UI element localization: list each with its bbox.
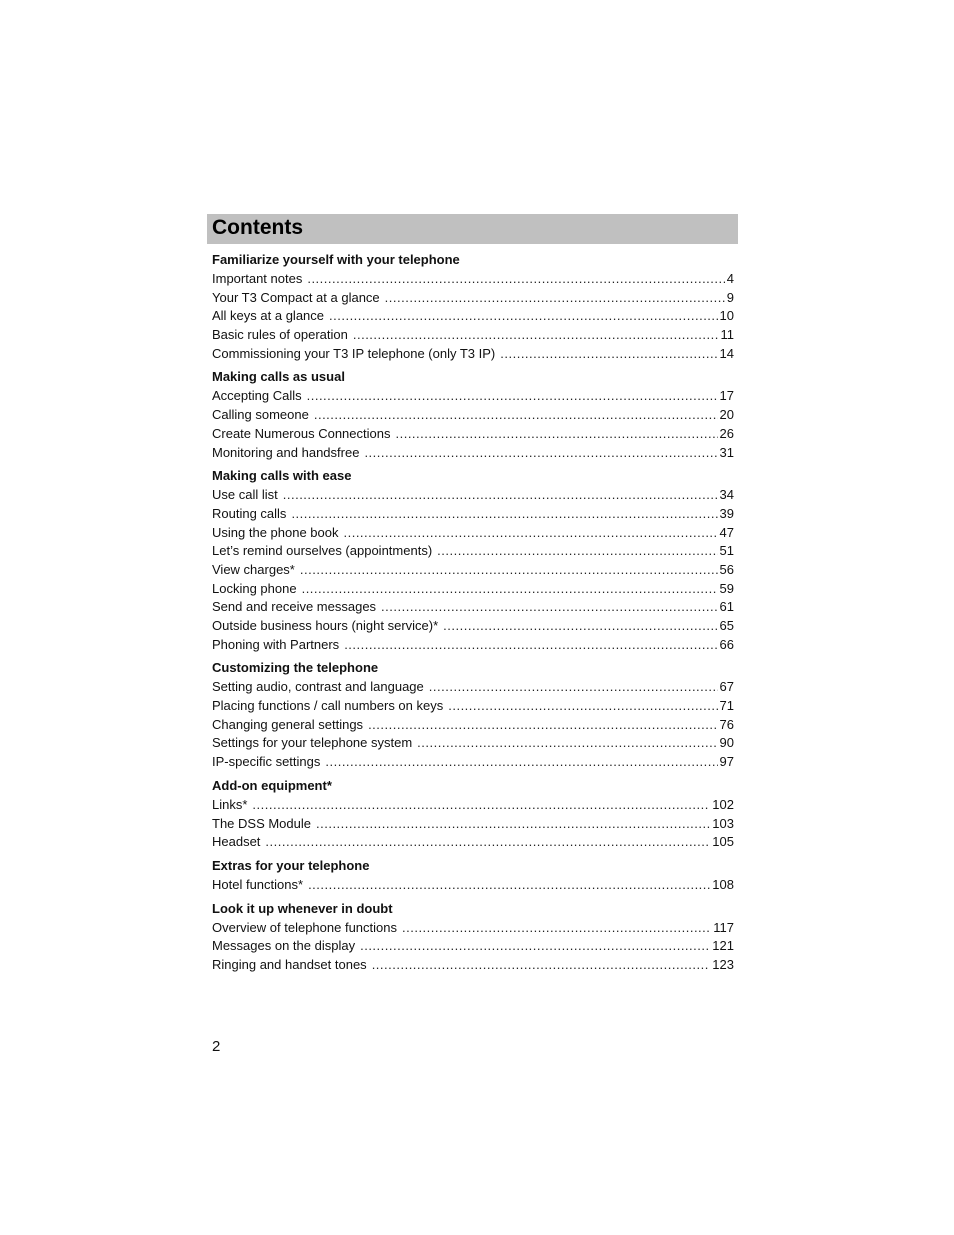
toc-entry [212, 289, 734, 308]
toc-entry [212, 307, 734, 326]
dot-leader [448, 697, 717, 716]
toc-section [212, 250, 734, 363]
toc-entry-page: 97 [719, 754, 734, 770]
toc-entry-page: 71 [719, 698, 734, 714]
dot-leader [372, 956, 711, 975]
dot-leader [429, 678, 718, 697]
toc-entry [212, 937, 734, 956]
section-heading: Add-on equipment* [212, 777, 332, 793]
toc-entry-label: Let’s remind ourselves (appointments) [212, 543, 433, 559]
toc-entry-page: 4 [726, 271, 734, 286]
toc-entry-page: 59 [719, 580, 734, 596]
toc-entry [212, 542, 734, 561]
toc-entry-label: Use call list [212, 487, 278, 503]
contents-title-bar [207, 214, 738, 244]
toc-entry-label: View charges* [212, 561, 295, 577]
dot-leader [395, 425, 717, 444]
toc-entry [212, 697, 734, 716]
toc-entry-page: 102 [712, 796, 734, 812]
toc-entry-page: 34 [719, 487, 734, 503]
toc-section [212, 367, 734, 462]
toc-entry-page: 14 [719, 345, 734, 361]
toc-entry [212, 753, 734, 772]
toc-entry [212, 716, 734, 735]
page-title: Contents [212, 216, 303, 239]
toc-entry [212, 678, 734, 697]
toc-entry-label: Important notes [212, 271, 303, 286]
toc-entry-page: 61 [719, 599, 734, 615]
toc-entry-page: 56 [719, 561, 734, 577]
dot-leader [417, 734, 717, 753]
toc-entry-label: Accepting Calls [212, 388, 302, 404]
toc-entry-label: Settings for your telephone system [212, 735, 413, 751]
toc-entry [212, 956, 734, 975]
toc-entry-page: 65 [719, 618, 734, 633]
toc-entry [212, 387, 734, 406]
table-of-contents [212, 250, 734, 979]
toc-entry [212, 876, 734, 895]
toc-entry [212, 345, 734, 364]
toc-entry-page: 47 [719, 524, 734, 540]
toc-entry [212, 561, 734, 580]
toc-entry-page: 117 [713, 919, 734, 935]
toc-entry-page: 9 [726, 289, 734, 305]
toc-entry [212, 734, 734, 753]
toc-entry-label: Outside business hours (night service)* [212, 618, 439, 633]
dot-leader [443, 617, 717, 636]
dot-leader [500, 345, 717, 364]
dot-leader [360, 937, 710, 956]
toc-entry-label: Send and receive messages [212, 599, 377, 615]
toc-entry-page: 20 [719, 407, 734, 423]
toc-entry-page: 39 [719, 505, 734, 521]
dot-leader [381, 598, 717, 617]
toc-entry-label: Routing calls [212, 505, 287, 521]
toc-section [212, 899, 734, 975]
dot-leader [437, 542, 717, 561]
dot-leader [307, 387, 718, 406]
toc-entry-label: The DSS Module [212, 815, 311, 831]
toc-entry-page: 17 [719, 388, 734, 404]
toc-entry-page: 31 [719, 444, 734, 460]
page-number: 2 [212, 1038, 221, 1055]
toc-entry-page: 123 [712, 956, 734, 972]
dot-leader [307, 270, 724, 289]
dot-leader [291, 505, 717, 524]
toc-entry-label: Commissioning your T3 IP telephone (only T3 IP) [212, 345, 496, 361]
toc-entry-page: 26 [719, 425, 734, 441]
dot-leader [368, 716, 717, 735]
dot-leader [325, 753, 717, 772]
dot-leader [252, 796, 710, 815]
toc-entry [212, 270, 734, 289]
toc-entry-label: Placing functions / call numbers on keys [212, 698, 444, 714]
toc-entry-label: Calling someone [212, 407, 309, 423]
toc-entry-label: Links* [212, 796, 248, 812]
toc-entry-label: Monitoring and handsfree [212, 444, 360, 460]
dot-leader [402, 919, 711, 938]
toc-entry [212, 815, 734, 834]
toc-entry [212, 486, 734, 505]
dot-leader [353, 326, 719, 345]
dot-leader [300, 561, 718, 580]
toc-entry [212, 617, 734, 636]
toc-entry-label: Using the phone book [212, 524, 339, 540]
toc-entry-page: 121 [712, 938, 734, 954]
dot-leader [343, 524, 717, 543]
toc-entry [212, 598, 734, 617]
dot-leader [308, 876, 710, 895]
toc-entry-page: 66 [719, 636, 734, 652]
dot-leader [283, 486, 718, 505]
toc-section [212, 856, 734, 895]
dot-leader [364, 444, 717, 463]
toc-entry [212, 326, 734, 345]
toc-entry-page: 76 [719, 716, 734, 732]
toc-entry [212, 919, 734, 938]
dot-leader [314, 406, 718, 425]
toc-entry-label: IP-specific settings [212, 754, 321, 770]
toc-entry-page: 10 [719, 308, 734, 324]
toc-entry-page: 67 [719, 679, 734, 695]
toc-entry-label: Setting audio, contrast and language [212, 679, 424, 695]
toc-entry [212, 406, 734, 425]
toc-entry-label: Create Numerous Connections [212, 425, 391, 441]
dot-leader [316, 815, 710, 834]
toc-entry [212, 505, 734, 524]
section-heading: Familiarize yourself with your telephone [212, 252, 460, 267]
toc-entry-label: Hotel functions* [212, 876, 304, 892]
toc-section [212, 776, 734, 852]
toc-entry-label: Locking phone [212, 580, 297, 596]
toc-entry [212, 425, 734, 444]
toc-entry [212, 833, 734, 852]
toc-entry-label: Messages on the display [212, 938, 356, 954]
dot-leader [344, 636, 717, 655]
toc-entry-page: 103 [712, 815, 734, 831]
section-heading: Making calls with ease [212, 468, 352, 484]
toc-entry-label: Basic rules of operation [212, 327, 348, 343]
toc-entry-page: 11 [720, 327, 734, 343]
section-heading: Look it up whenever in doubt [212, 900, 393, 916]
dot-leader [385, 289, 725, 308]
section-heading: Customizing the telephone [212, 660, 379, 676]
toc-entry-page: 51 [719, 543, 734, 559]
toc-section [212, 466, 734, 654]
toc-entry [212, 524, 734, 543]
toc-entry-label: Ringing and handset tones [212, 956, 367, 972]
section-heading: Extras for your telephone [212, 857, 370, 873]
toc-entry-label: Overview of telephone functions [212, 919, 397, 935]
toc-entry [212, 796, 734, 815]
toc-entry-page: 108 [712, 876, 734, 892]
toc-entry-label: Changing general settings [212, 716, 364, 732]
toc-entry-page: 90 [719, 735, 734, 751]
toc-entry-label: Headset [212, 834, 261, 850]
dot-leader [329, 307, 718, 326]
toc-entry-label: Your T3 Compact at a glance [212, 289, 380, 305]
dot-leader [265, 833, 710, 852]
toc-entry-label: Phoning with Partners [212, 636, 340, 652]
toc-entry-page: 105 [712, 834, 734, 850]
toc-entry [212, 580, 734, 599]
toc-entry [212, 444, 734, 463]
section-heading: Making calls as usual [212, 369, 345, 385]
dot-leader [302, 580, 718, 599]
toc-entry [212, 636, 734, 655]
toc-entry-label: All keys at a glance [212, 308, 325, 324]
toc-section [212, 658, 734, 771]
